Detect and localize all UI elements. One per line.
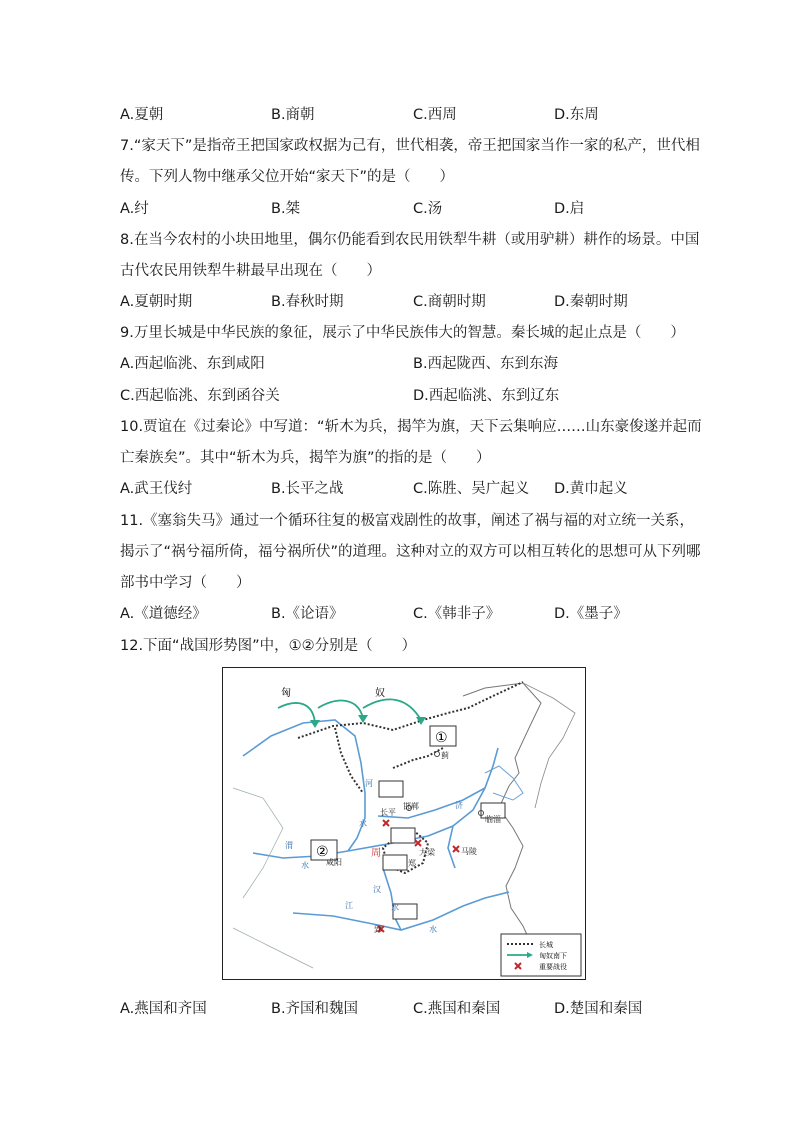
warring-states-map [222, 667, 586, 980]
q8-stem-line-1: 8.在当今农村的小块田地里，偶尔仍能看到农民用铁犁牛耕（或用驴耕）耕作的场景。中国 [120, 232, 700, 248]
place-ying: 郢 [374, 925, 382, 934]
place-zheng: 郑 [408, 859, 416, 868]
river-he: 河 [365, 779, 373, 788]
q11-option-a: A.《道德经》 [120, 606, 207, 622]
river-han: 汉 [373, 885, 381, 894]
label-nu: 奴 [375, 688, 385, 699]
q8-option-d: D.秦朝时期 [554, 294, 628, 310]
q11-stem-line-2: 揭示了“祸兮福所倚，福兮祸所伏”的道理。这种对立的双方可以相互转化的思想可从下列哪 [120, 544, 701, 560]
map-legend [501, 934, 581, 976]
legend-battle-label: 重要战役 [539, 963, 567, 971]
q12-option-a: A.燕国和齐国 [120, 1001, 207, 1017]
q11-option-d: D.《墨子》 [554, 606, 628, 622]
q12-option-d: D.楚国和秦国 [554, 1001, 643, 1017]
place-xianyang: 咸阳 [326, 858, 342, 867]
coastline [463, 683, 541, 968]
q6-option-d: D.东周 [554, 107, 599, 123]
state-boxes [311, 726, 505, 919]
river-shui-2: 水 [301, 861, 309, 870]
q7-stem-line-1: 7.“家天下”是指帝王把国家政权据为己有，世代相袭，帝王把国家当作一家的私产，世代相 [120, 138, 700, 154]
q10-stem-line-2: 亡秦族矣”。其中“斩木为兵，揭竿为旗”的指的是（ ） [120, 450, 491, 466]
q11-option-b: B.《论语》 [271, 606, 344, 622]
place-linzi: 临淄 [485, 815, 501, 824]
q7-stem-line-2: 传。下列人物中继承父位开始“家天下”的是（ ） [120, 169, 455, 185]
xiongnu-arrows [278, 699, 421, 723]
q9-option-b: B.西起陇西、东到东海 [413, 356, 559, 372]
q6-option-c: C.西周 [413, 107, 457, 123]
q10-option-c: C.陈胜、吴广起义 [413, 481, 530, 497]
q7-option-a: A.纣 [120, 201, 149, 217]
legend-wall-label: 长城 [539, 941, 553, 949]
place-handan: 邯郸 [403, 802, 419, 811]
q10-option-b: B.长平之战 [271, 481, 344, 497]
q9-stem-line-1: 9.万里长城是中华民族的象征，展示了中华民族伟大的智慧。秦长城的起止点是（ ） [120, 325, 685, 341]
q11-option-c: C.《韩非子》 [413, 606, 501, 622]
river-wei: 渭 [285, 841, 293, 850]
q6-option-a: A.夏朝 [120, 107, 164, 123]
q11-stem-line-1: 11.《塞翁失马》通过一个循环往复的极富戏剧性的故事，阐述了祸与福的对立统一关系， [120, 513, 695, 529]
place-ji: 蓟 [441, 751, 449, 760]
q9-option-a: A.西起临洮、东到咸阳 [120, 356, 265, 372]
q8-option-b: B.春秋时期 [271, 294, 344, 310]
label-xiong: 匈 [281, 688, 291, 699]
coastline-peninsula [523, 683, 575, 808]
river-jiang: 江 [345, 901, 353, 910]
q10-option-a: A.武王伐纣 [120, 481, 193, 497]
battle-marks [378, 820, 459, 932]
q9-option-d: D.西起临洮、东到辽东 [413, 388, 560, 404]
q11-stem-line-3: 部书中学习（ ） [120, 575, 251, 591]
q8-stem-line-2: 古代农民用铁犁牛耕最早出现在（ ） [120, 263, 381, 279]
map-drawing [223, 668, 584, 978]
state-mark-2: ② [316, 844, 329, 860]
q12-stem-line-1: 12.下面“战国形势图”中，①②分别是（ ） [120, 638, 417, 654]
q8-option-c: C.商朝时期 [413, 294, 486, 310]
place-changping: 长平 [380, 808, 396, 817]
q10-stem-line-1: 10.贾谊在《过秦论》中写道：“斩木为兵，揭竿为旗，天下云集响应……山东豪俊遂并起而 [120, 419, 702, 435]
q10-option-d: D.黄巾起义 [554, 481, 628, 497]
place-zhou: 周 [371, 848, 381, 859]
river-shui-1: 水 [359, 819, 367, 828]
q7-option-c: C.汤 [413, 201, 443, 217]
q12-option-c: C.燕国和秦国 [413, 1001, 501, 1017]
q6-option-b: B.商朝 [271, 107, 315, 123]
river-shui-4: 水 [429, 925, 437, 934]
q7-option-d: D.启 [554, 201, 585, 217]
q8-option-a: A.夏朝时期 [120, 294, 193, 310]
rivers [243, 720, 509, 930]
place-daliang: 大梁 [419, 848, 435, 857]
river-ji: 济 [455, 801, 463, 810]
river-shui-3: 水 [391, 903, 399, 912]
q12-option-b: B.齐国和魏国 [271, 1001, 359, 1017]
legend-arrow-label: 匈奴南下 [539, 952, 567, 960]
place-maling: 马陵 [461, 847, 477, 856]
q7-option-b: B.桀 [271, 201, 301, 217]
state-mark-1: ① [435, 730, 448, 746]
q9-option-c: C.西起临洮、东到函谷关 [120, 388, 280, 404]
